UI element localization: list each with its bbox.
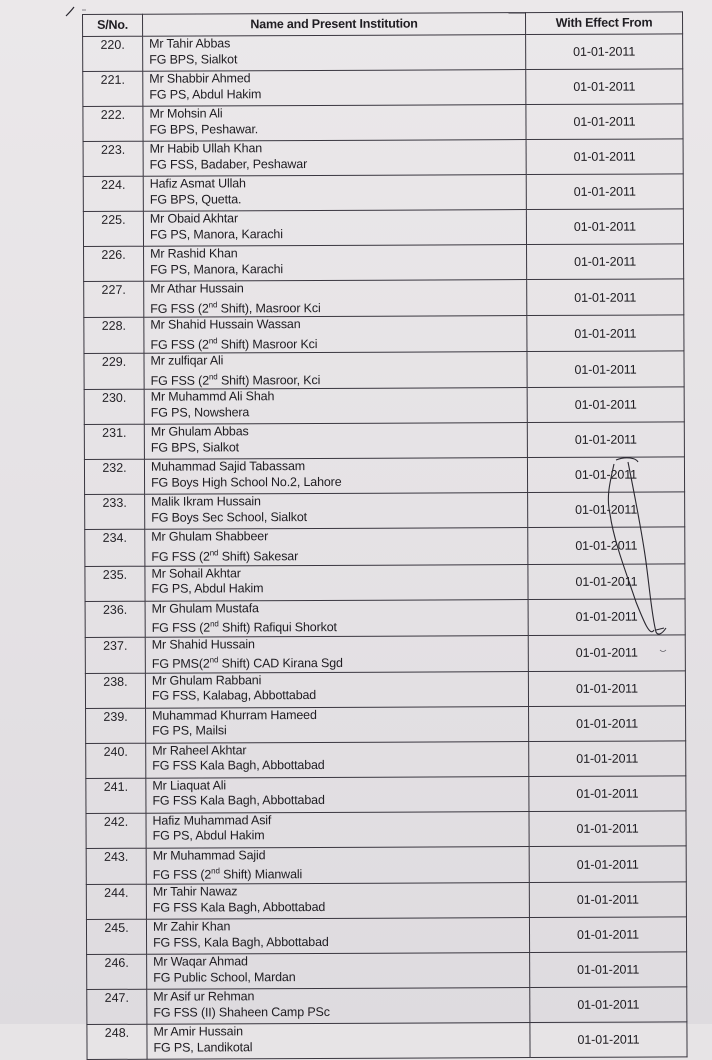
table-row	[87, 987, 687, 1025]
person-name: Mr Ghulam Mustafa	[151, 600, 259, 616]
person-name: Mr Liaquat Ali	[152, 778, 227, 793]
table-row	[83, 174, 683, 212]
present-institution: FG BPS, Sialkot	[149, 51, 238, 67]
person-name: Malik Ikram Hussain	[151, 494, 261, 510]
person-name: Mr Muhammd Ali Shah	[150, 389, 275, 405]
person-name: Mr Tahir Nawaz	[152, 884, 238, 899]
row-name-institution	[145, 599, 528, 637]
row-name-institution	[143, 140, 526, 177]
person-name: Mr Raheel Akhtar	[152, 743, 247, 758]
row-effect-date: 01-01-2011	[529, 811, 686, 847]
ordinal-suffix: nd	[208, 299, 218, 309]
present-institution: FG Boys High School No.2, Lahore	[151, 474, 342, 490]
row-name-institution	[146, 918, 529, 955]
row-serial-number: 235.	[85, 566, 145, 601]
header-sno: S/No.	[83, 14, 143, 36]
row-name-institution	[144, 245, 527, 282]
table-body	[83, 34, 687, 1060]
row-serial-number: 236.	[85, 601, 145, 637]
person-name: Mr Amir Hussain	[153, 1024, 243, 1039]
row-effect-date: 01-01-2011	[528, 563, 685, 599]
row-effect-date: 01-01-2011	[528, 635, 685, 672]
table-row	[84, 387, 684, 425]
table-row	[85, 635, 685, 674]
row-effect-date: 01-01-2011	[526, 174, 683, 210]
table-row	[85, 598, 685, 637]
row-serial-number: 242.	[86, 813, 146, 848]
row-name-institution	[144, 388, 527, 425]
present-institution: FG PS, Landikotal	[153, 1039, 253, 1055]
row-name-institution	[144, 458, 527, 495]
table-row	[85, 527, 685, 566]
row-name-institution	[143, 35, 526, 72]
table-row	[84, 279, 684, 318]
table-row	[87, 1022, 687, 1060]
present-institution: FG FSS Kala Bagh, Abbottabad	[152, 899, 326, 915]
person-name: Mr Athar Hussain	[150, 281, 244, 296]
row-serial-number: 231.	[84, 425, 144, 460]
present-institution: FG PS, Nowshera	[150, 405, 250, 420]
row-name-institution	[145, 564, 528, 601]
row-serial-number: 222.	[83, 106, 143, 141]
row-effect-date: 01-01-2011	[527, 351, 684, 388]
row-serial-number: 247.	[87, 989, 147, 1024]
person-name: Mr Mohsin Ali	[149, 106, 223, 121]
person-name: Muhammad Sajid Tabassam	[150, 459, 306, 475]
present-institution: FG FSS Kala Bagh, Abbottabad	[152, 758, 325, 774]
table-row	[85, 563, 685, 601]
row-effect-date: 01-01-2011	[528, 527, 685, 564]
row-serial-number: 223.	[83, 141, 143, 176]
present-institution: FG FSS (2nd Shift) Masroor, Kci	[150, 372, 321, 388]
row-serial-number: 245.	[86, 919, 146, 954]
row-effect-date: 01-01-2011	[530, 1022, 687, 1058]
table-row	[83, 139, 683, 177]
row-name-institution	[146, 811, 529, 848]
row-effect-date: 01-01-2011	[526, 34, 683, 70]
row-serial-number: 220.	[83, 36, 143, 71]
table-row	[84, 422, 684, 460]
row-serial-number: 248.	[87, 1024, 147, 1059]
ordinal-suffix: nd	[210, 619, 219, 629]
table-row	[84, 244, 684, 282]
ordinal-suffix: nd	[209, 548, 219, 558]
present-institution: FG PS, Abdul Hakim	[149, 86, 262, 102]
present-institution: FG FSS (2nd Shift) Rafiqui Shorkot	[151, 619, 337, 635]
present-institution: FG BPS, Sialkot	[150, 440, 239, 455]
present-institution: FG Public School, Mardan	[153, 969, 296, 985]
person-name: Mr Obaid Akhtar	[149, 211, 239, 226]
present-institution: FG FSS (2nd Shift), Masroor Kci	[150, 299, 321, 316]
table-row	[84, 315, 684, 354]
row-serial-number: 243.	[86, 848, 146, 884]
staff-roster-table	[82, 11, 688, 1060]
row-effect-date: 01-01-2011	[529, 776, 686, 812]
row-effect-date: 01-01-2011	[529, 882, 686, 918]
row-name-institution	[143, 175, 526, 212]
person-name: Mr Habib Ullah Khan	[149, 141, 263, 156]
row-name-institution	[146, 846, 529, 884]
table-row	[86, 917, 686, 955]
present-institution: FG FSS, Kalabag, Abbottabad	[151, 688, 317, 704]
row-name-institution	[145, 528, 528, 566]
row-serial-number: 232.	[84, 460, 144, 495]
person-name: Mr Shahid Hussain Wassan	[150, 317, 301, 332]
row-serial-number: 246.	[87, 954, 147, 989]
ordinal-suffix: nd	[209, 655, 219, 665]
row-name-institution	[145, 671, 528, 708]
row-effect-date: 01-01-2011	[527, 315, 684, 352]
row-effect-date: 01-01-2011	[526, 209, 683, 245]
person-name: Mr Rashid Khan	[150, 246, 238, 261]
row-name-institution	[146, 776, 529, 813]
row-serial-number: 224.	[83, 176, 143, 211]
person-name: Mr Tahir Abbas	[149, 36, 231, 51]
row-serial-number: 228.	[84, 317, 144, 353]
table-row	[83, 34, 683, 72]
person-name: Hafiz Asmat Ullah	[149, 176, 246, 191]
row-name-institution	[144, 423, 527, 460]
present-institution: FG PS, Abdul Hakim	[151, 581, 264, 596]
row-effect-date: 01-01-2011	[527, 279, 684, 316]
row-effect-date: 01-01-2011	[527, 422, 684, 458]
row-effect-date: 01-01-2011	[530, 987, 687, 1023]
row-serial-number: 237.	[85, 637, 145, 673]
present-institution: FG FSS (2nd Shift) Masroor Kci	[150, 336, 318, 352]
row-serial-number: 229.	[84, 354, 144, 390]
row-effect-date: 01-01-2011	[528, 598, 685, 635]
person-name: Mr Waqar Ahmad	[153, 954, 248, 969]
row-name-institution	[146, 883, 529, 920]
row-effect-date: 01-01-2011	[527, 387, 684, 423]
row-serial-number: 241.	[86, 778, 146, 813]
row-serial-number: 221.	[83, 71, 143, 106]
row-effect-date: 01-01-2011	[529, 846, 686, 883]
row-serial-number: 238.	[85, 673, 145, 708]
header-name-institution: Name and Present Institution	[143, 13, 526, 37]
header-effect-date: With Effect From	[525, 12, 682, 35]
table-row	[85, 492, 685, 530]
table-header-row	[83, 12, 683, 37]
row-serial-number: 240.	[86, 743, 146, 778]
table-row	[86, 776, 686, 814]
person-name: Mr Shabbir Ahmed	[149, 71, 251, 86]
row-name-institution	[143, 70, 526, 107]
row-name-institution	[147, 1023, 530, 1060]
table-row	[83, 209, 683, 247]
present-institution: FG Boys Sec School, Sialkot	[151, 509, 307, 525]
person-name: Mr Ghulam Shabbeer	[151, 529, 269, 545]
row-name-institution	[144, 352, 527, 390]
person-name: Mr Ghulam Abbas	[150, 424, 249, 440]
row-effect-date: 01-01-2011	[526, 139, 683, 175]
row-effect-date: 01-01-2011	[527, 244, 684, 280]
ordinal-suffix: nd	[208, 336, 218, 346]
present-institution: FG BPS, Quetta.	[149, 191, 242, 207]
row-serial-number: 233.	[85, 495, 145, 530]
person-name: Hafiz Muhammad Asif	[152, 813, 272, 828]
row-name-institution	[144, 280, 527, 318]
row-serial-number: 225.	[83, 211, 143, 246]
row-effect-date: 01-01-2011	[529, 917, 686, 953]
row-effect-date: 01-01-2011	[528, 492, 685, 528]
row-effect-date: 01-01-2011	[526, 69, 683, 105]
row-name-institution	[145, 493, 528, 530]
table-row	[86, 811, 686, 849]
present-institution: FG FSS (II) Shaheen Camp PSc	[153, 1004, 330, 1020]
table-row	[83, 104, 683, 142]
ordinal-suffix: nd	[211, 866, 220, 876]
present-institution: FG PS, Manora, Karachi	[150, 261, 284, 277]
person-name: Mr Muhammad Sajid	[152, 848, 266, 863]
person-name: Mr Ghulam Rabbani	[151, 673, 262, 688]
row-name-institution	[145, 635, 528, 673]
person-name: Mr Shahid Hussain	[151, 637, 255, 652]
table-row	[86, 882, 686, 920]
present-institution: FG PMS(2nd Shift) CAD Kirana Sgd	[151, 655, 343, 672]
table-row	[85, 671, 685, 709]
present-institution: FG PS, Mailsi	[152, 723, 227, 739]
row-effect-date: 01-01-2011	[527, 457, 684, 493]
row-serial-number: 244.	[86, 884, 146, 919]
person-name: Mr Sohail Akhtar	[151, 565, 241, 581]
present-institution: FG PS, Manora, Karachi	[149, 226, 283, 242]
row-name-institution	[147, 988, 530, 1025]
row-effect-date: 01-01-2011	[529, 741, 686, 777]
ordinal-suffix: nd	[208, 372, 218, 382]
present-institution: FG FSS Kala Bagh, Abbottabad	[152, 793, 325, 809]
row-name-institution	[144, 316, 527, 354]
row-serial-number: 227.	[84, 281, 144, 317]
row-serial-number: 234.	[85, 530, 145, 566]
row-serial-number: 226.	[84, 246, 144, 281]
row-effect-date: 01-01-2011	[530, 952, 687, 988]
present-institution: FG FSS, Badaber, Peshawar	[149, 156, 308, 172]
present-institution: FG PS, Abdul Hakim	[152, 828, 265, 844]
row-serial-number: 239.	[86, 708, 146, 743]
present-institution: FG BPS, Peshawar.	[149, 121, 259, 137]
table-row	[84, 351, 684, 390]
row-name-institution	[146, 706, 529, 743]
person-name: Mr Asif ur Rehman	[153, 989, 255, 1004]
table-row	[84, 457, 684, 495]
person-name: Mr Zahir Khan	[152, 919, 231, 934]
present-institution: FG FSS (2nd Shift) Mianwali	[152, 866, 303, 883]
person-name: Mr zulfiqar Ali	[150, 353, 224, 369]
row-effect-date: 01-01-2011	[528, 671, 685, 707]
table-row	[83, 69, 683, 107]
table-row	[86, 706, 686, 744]
table-row	[86, 741, 686, 779]
row-name-institution	[143, 210, 526, 247]
person-name: Muhammad Khurram Hameed	[152, 707, 317, 723]
row-name-institution	[146, 741, 529, 778]
row-serial-number: 230.	[84, 390, 144, 425]
row-name-institution	[147, 953, 530, 990]
row-name-institution	[143, 105, 526, 142]
row-effect-date: 01-01-2011	[529, 706, 686, 742]
row-effect-date: 01-01-2011	[526, 104, 683, 140]
present-institution: FG FSS (2nd Shift) Sakesar	[151, 548, 299, 564]
table-row	[86, 846, 686, 885]
table-row	[87, 952, 687, 990]
present-institution: FG FSS, Kala Bagh, Abbottabad	[153, 934, 329, 950]
